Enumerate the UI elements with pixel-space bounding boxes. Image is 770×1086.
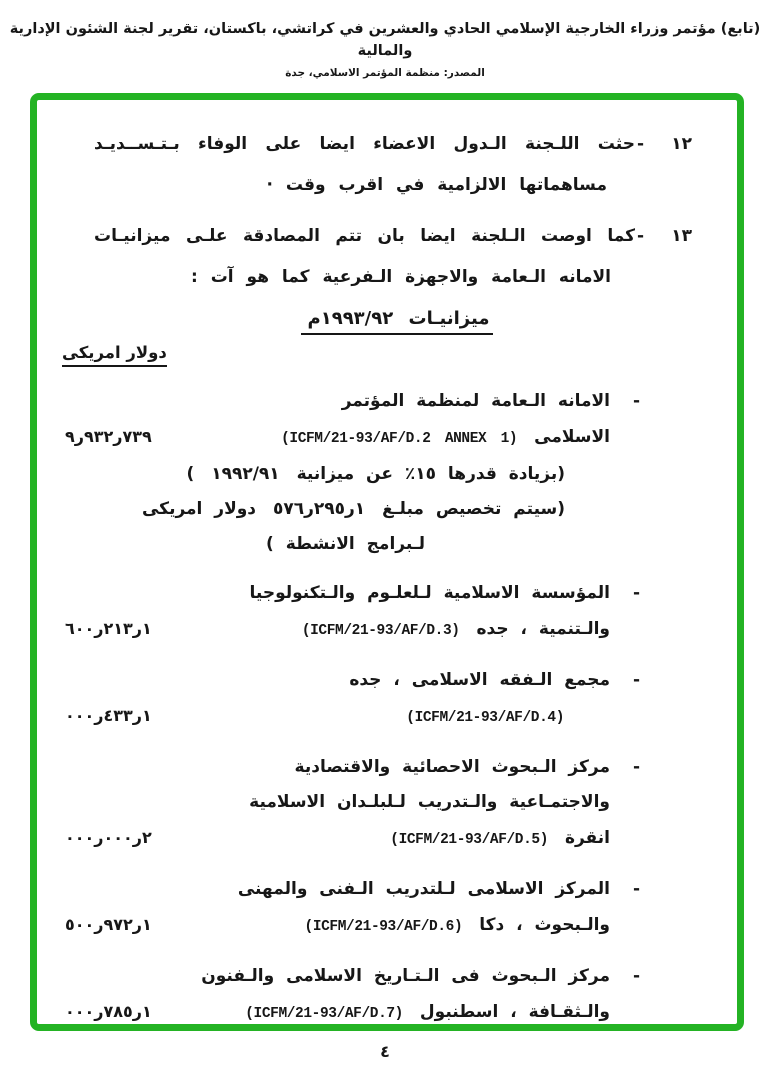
paragraph-line: [92, 216, 637, 257]
budget-line-text: [62, 492, 612, 527]
budget-line-row: [62, 492, 612, 527]
budget-line-text: [197, 420, 612, 457]
arabic-text: والـثقـافة ، اسطنبول: [419, 1002, 610, 1022]
paragraph-line: [92, 124, 637, 165]
icfm-reference: (ICFM/21-93/AF/D.3): [301, 623, 460, 639]
paragraph-number: ١٣: [671, 226, 692, 246]
icfm-reference: (ICFM/21-93/AF/D.4): [406, 710, 564, 726]
icfm-reference: (ICFM/21-93/AF/D.2 ANNEX 1): [281, 431, 518, 447]
arabic-text: المركز الاسلامى لـلتدريب الـفنى والمهنى: [237, 879, 610, 899]
arabic-text: والـتنمية ، جده: [476, 619, 610, 639]
budget-item-4: [62, 750, 640, 858]
budget-line-row: [62, 384, 612, 419]
budget-line-row: [62, 907, 612, 945]
budget-line-text: [197, 699, 612, 736]
budget-heading-year: م١٩٩٣/٩٢: [307, 308, 394, 329]
budget-item-bullet: -: [632, 391, 640, 411]
paragraph-line: [92, 257, 613, 298]
budget-line-row: [62, 959, 612, 994]
budget-line-row: [62, 872, 612, 907]
budget-amount-value: ٥٠٠ر٩٧٢ر١: [65, 915, 152, 934]
header-title-line: (تابع) مؤتمر وزراء الخارجية الإسلامي الحادي والعشرين في كراتشي، باكستان، تقرير لجنة الشئون الإدارية والمالية: [9, 21, 761, 59]
budget-amount-value: ٠٠٠ر٧٨٥ر١: [65, 1002, 152, 1021]
budget-amount: [62, 698, 197, 733]
arabic-text: (بزيادة قدرها ١٥٪ عن ميزانية: [296, 464, 565, 484]
paragraph-text: [62, 216, 637, 298]
arabic-text: حثت اللـجنة الـدول الاعضاء ايضا على الوفاء بـتـســديـد: [94, 134, 635, 154]
budget-heading-title: ميزانيـات: [408, 308, 490, 329]
budget-item-bullet: -: [632, 583, 640, 603]
arabic-text: مجمع الـفقه الاسلامى ، جده: [349, 670, 610, 690]
budget-line-row: [62, 457, 612, 492]
arabic-text: دولار امريكى: [141, 499, 257, 519]
budget-line-row: [62, 419, 612, 457]
budget-line-text: [62, 785, 612, 820]
budget-line-row: [62, 663, 612, 698]
budget-item-6: [62, 959, 640, 1031]
budget-amount-value: ٠٠٠ر٤٣٣ر١: [65, 706, 152, 725]
budget-amount: [62, 994, 197, 1029]
arabic-text: الاسلامى: [534, 427, 610, 447]
header-source-line: المصدر: منظمة المؤتمر الاسلامي، جدة: [285, 67, 485, 79]
icfm-reference: (ICFM/21-93/AF/D.7): [245, 1006, 403, 1022]
paragraph-dash: -: [637, 134, 645, 154]
budget-amount-value: ٠٠٠ر٠٠٠ر٢: [65, 828, 152, 847]
arabic-text: الامانه الـعامة لمنظمة المؤتمر: [341, 391, 610, 411]
budget-amount: [62, 820, 197, 855]
numbered-paragraphs-section: [62, 124, 692, 298]
arabic-text: ): [186, 464, 195, 484]
arabic-text: مركز الـبحوث الاحصائية والاقتصادية: [294, 757, 610, 777]
budget-amount-value: ٩ر٩٣٢ر٧٣٩: [65, 427, 152, 446]
paragraph-line: [92, 165, 609, 206]
budget-item-1: [62, 384, 640, 562]
budget-line-row: [62, 611, 612, 649]
green-border-frame: [30, 93, 744, 1031]
numeric-value: ٥٧٦ر٢٩٥ر١: [272, 499, 366, 519]
budget-items-list: [62, 384, 640, 1031]
budget-amount: [62, 907, 197, 942]
icfm-reference: (ICFM/21-93/AF/D.6): [304, 919, 463, 935]
paragraph-item-١٢: [62, 124, 692, 206]
budget-line-text: [62, 959, 612, 994]
paragraph-marker: [637, 124, 692, 165]
budget-line-text: [62, 457, 612, 492]
currency-label: دولار امريكى: [62, 343, 167, 367]
budget-line-row: [62, 750, 612, 785]
budget-line-text: [62, 663, 612, 698]
budget-line-row: [62, 994, 612, 1031]
budget-line-row: [62, 576, 612, 611]
budget-heading-underlined: [301, 308, 494, 335]
currency-label-row: [62, 343, 692, 362]
arabic-text: المؤسسة الاسلامية لـلعلـوم والـتكنولوجيا: [249, 583, 610, 603]
budget-line-row: [62, 698, 612, 736]
arabic-text: انقرة: [564, 828, 610, 848]
arabic-text: كما اوصت الـلجنة ايضا بان تتم المصادقة علـى ميزانيـات: [94, 226, 635, 246]
icfm-reference: (ICFM/21-93/AF/D.5): [390, 832, 549, 848]
budget-item-bullet: -: [632, 966, 640, 986]
arabic-text: لـبرامج الانشطة ): [266, 534, 425, 554]
arabic-text: (سيتم تخصيص مبلـغ: [382, 499, 565, 519]
paragraph-item-١٣: [62, 216, 692, 298]
budget-line-text: [197, 612, 612, 649]
budget-item-3: [62, 663, 640, 736]
budget-item-bullet: -: [632, 670, 640, 690]
arabic-text: الامانه الـعامة والاجهزة الـفرعية كما هو آت :: [190, 267, 611, 287]
budget-amount: [62, 419, 197, 454]
arabic-text: مركز الـبحوث فى الـتـاريخ الاسلامى والـفنون: [201, 966, 610, 986]
numeric-value: ١٩٩٢/٩١: [211, 464, 280, 484]
budget-line-text: [62, 872, 612, 907]
document-header: [0, 18, 770, 79]
paragraph-number: ١٢: [671, 134, 692, 154]
budget-heading: [102, 308, 692, 329]
budget-line-text: [62, 750, 612, 785]
budget-item-5: [62, 872, 640, 945]
paragraph-marker: [637, 216, 692, 257]
budget-line-text: [62, 384, 612, 419]
budget-line-text: [62, 527, 612, 562]
budget-line-text: [62, 576, 612, 611]
budget-amount: [62, 611, 197, 646]
arabic-text: والاجتمـاعية والـتدريب لـلبلـدان الاسلامية: [249, 792, 610, 812]
arabic-text: والـبحوث ، دكا: [479, 915, 610, 935]
budget-amount-value: ٦٠٠ر٢١٣ر١: [65, 619, 152, 638]
budget-line-text: [197, 995, 612, 1031]
budget-item-bullet: -: [632, 757, 640, 777]
paragraph-dash: -: [637, 226, 645, 246]
budget-item-bullet: -: [632, 879, 640, 899]
budget-line-row: [62, 785, 612, 820]
arabic-text: مساهماتها الالزامية في اقرب وقت ·: [266, 175, 607, 195]
budget-line-text: [197, 908, 612, 945]
budget-line-text: [197, 821, 612, 858]
page-number: ٤: [380, 1042, 390, 1061]
budget-item-2: [62, 576, 640, 649]
budget-line-row: [62, 820, 612, 858]
paragraph-text: [62, 124, 637, 206]
budget-line-row: [62, 527, 612, 562]
